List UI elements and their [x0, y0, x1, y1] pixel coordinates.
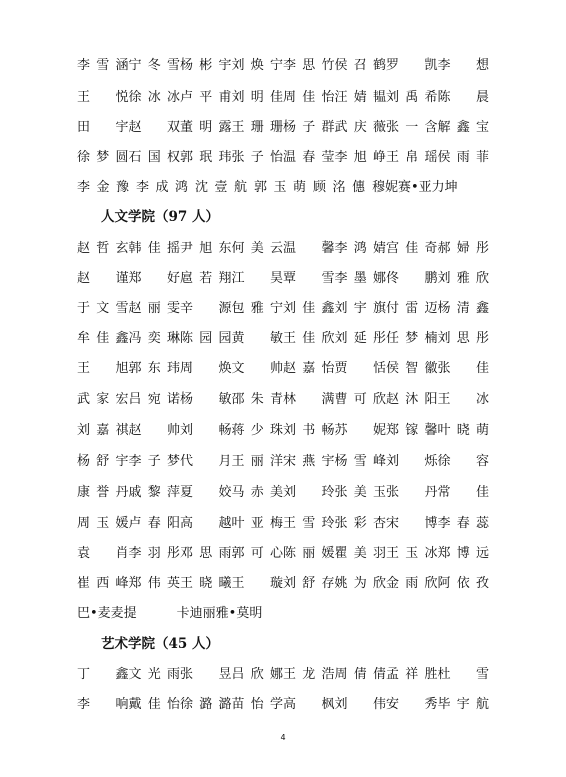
student-name: 温春莹	[283, 150, 335, 165]
student-name: 文 帅	[231, 361, 283, 376]
student-name: 孟祥胜	[386, 667, 438, 682]
student-name: 解鑫宝	[437, 120, 489, 135]
student-name: 郑 好	[128, 271, 180, 286]
name-row	[77, 694, 489, 716]
student-name: 崔西峰	[77, 576, 129, 591]
student-name: 王珊珊	[231, 120, 283, 135]
name-row	[77, 358, 489, 380]
student-name: 武家宏	[77, 392, 129, 407]
name-row	[77, 238, 489, 260]
student-name: 刘明佳	[231, 90, 283, 105]
student-name: 尹旭东	[180, 241, 232, 256]
student-name: 杨雪峰	[334, 454, 386, 469]
student-name: 韩佳摇	[128, 241, 180, 256]
student-name: 刘焕宁	[231, 58, 283, 73]
student-name: 李春蕊	[437, 516, 489, 531]
student-name: 赵哲玄	[77, 241, 129, 256]
student-name: 刘雅欣	[437, 271, 489, 286]
name-row	[77, 603, 489, 625]
student-name: 阿依孜	[437, 576, 489, 591]
student-name: 卡迪丽雅•莫明	[176, 606, 263, 621]
student-name: 王 璇	[231, 576, 283, 591]
student-name: 刘佳鑫	[283, 301, 335, 316]
student-name: 曹可欣	[334, 392, 386, 407]
student-name: 李鸿婧	[334, 241, 386, 256]
student-name: 罗 凯	[386, 58, 438, 73]
student-name: 黄 敏	[231, 331, 283, 346]
name-row	[77, 573, 489, 595]
student-name: 赵 双	[128, 120, 180, 135]
student-name: 周 焕	[180, 361, 232, 376]
student-name: 王晓曦	[180, 576, 232, 591]
student-name: 杨 敏	[180, 392, 232, 407]
name-row	[77, 451, 489, 473]
name-row	[77, 177, 489, 199]
student-name: 叶晓萌	[437, 423, 489, 438]
name-row	[77, 147, 489, 169]
student-name: 田 宇	[77, 120, 129, 135]
student-name: 刘 烁	[386, 454, 438, 469]
name-row	[77, 664, 489, 686]
student-name: 王帛瑶	[386, 150, 438, 165]
student-name: 李羽彤	[128, 546, 180, 561]
student-name: 包雅宁	[231, 301, 283, 316]
student-name: 康誉丹	[77, 485, 129, 500]
student-name: 张 佳	[437, 361, 489, 376]
student-name: 刘宇旗	[334, 301, 386, 316]
student-name: 李思竹	[283, 58, 335, 73]
student-name: 张 丹	[386, 485, 438, 500]
student-name: 周佳怡	[283, 90, 335, 105]
student-name: 周玉媛	[77, 516, 129, 531]
student-name: 王 旭	[77, 361, 129, 376]
student-name: 李墨娜	[334, 271, 386, 286]
student-name: 安 秀	[386, 697, 438, 712]
student-name: 李金豫	[77, 180, 129, 195]
student-name: 石国权	[128, 150, 180, 165]
student-name: 王丽洋	[231, 454, 283, 469]
student-name: 温 馨	[283, 241, 335, 256]
student-name: 徐潞潞	[180, 697, 232, 712]
student-name: 徐梦圆	[77, 150, 129, 165]
student-name: 刘 伟	[334, 697, 386, 712]
student-name: 覃 雪	[283, 271, 335, 286]
student-name: 刘书畅	[283, 423, 335, 438]
name-row	[77, 298, 489, 320]
student-name: 杨彬宇	[180, 58, 232, 73]
student-name: 李 响	[77, 697, 129, 712]
student-name: 任梦楠	[386, 331, 438, 346]
name-row	[77, 482, 489, 504]
student-name: 张美玉	[334, 485, 386, 500]
student-name: 赵丽雯	[128, 301, 180, 316]
student-name: 宋 博	[386, 516, 438, 531]
student-name: 郝婦彤	[437, 241, 489, 256]
student-name: 高 越	[180, 516, 232, 531]
student-name: 侯雨菲	[437, 150, 489, 165]
student-name: 王龙浩	[283, 667, 335, 682]
student-name: 杜 雪	[437, 667, 489, 682]
student-name: 毕宇航	[437, 697, 489, 712]
student-name: 郑镓馨	[386, 423, 438, 438]
student-name: 何美云	[231, 241, 283, 256]
student-name: 邓思雨	[180, 546, 232, 561]
student-name: 丁 鑫	[77, 667, 129, 682]
student-name: 苗怡学	[231, 697, 283, 712]
student-name: 郭可心	[231, 546, 283, 561]
student-name: 马赤美	[231, 485, 283, 500]
student-name: 扈若翔	[180, 271, 232, 286]
student-name: 张彩杏	[334, 516, 386, 531]
student-name: 林 满	[283, 392, 335, 407]
student-name: 郭玉萌	[254, 180, 306, 195]
student-name: 徐冰冰	[128, 90, 180, 105]
student-name: 苏 妮	[334, 423, 386, 438]
student-name: 杨清鑫	[437, 301, 489, 316]
student-name: 刘嘉祺	[77, 423, 129, 438]
name-row	[77, 513, 489, 535]
student-name: 周倩倩	[334, 667, 386, 682]
student-name: 郭珉玮	[180, 150, 232, 165]
student-name: 戚黎萍	[128, 485, 180, 500]
name-row	[77, 117, 489, 139]
student-name: 穆妮赛•亚力坤	[372, 180, 458, 195]
student-name: 宋燕宇	[283, 454, 335, 469]
student-name: 巴•麦麦提	[77, 606, 137, 621]
student-name: 佟 鹏	[386, 271, 438, 286]
student-name: 邵朱青	[231, 392, 283, 407]
student-name: 杨舒宇	[77, 454, 129, 469]
student-name: 王 冰	[437, 392, 489, 407]
name-row	[77, 420, 489, 442]
student-name: 高 枫	[283, 697, 335, 712]
student-name: 刘禹希	[386, 90, 438, 105]
student-name: 汪婧韫	[334, 90, 386, 105]
student-name: 刘 畅	[180, 423, 232, 438]
student-name: 吕欣娜	[231, 667, 283, 682]
student-name: 张子怡	[231, 150, 283, 165]
student-name: 顾洺僡	[313, 180, 365, 195]
student-name: 刘舒存	[283, 576, 335, 591]
student-name: 卢春阳	[128, 516, 180, 531]
student-name: 辛 源	[180, 301, 232, 316]
page-number: 4	[280, 733, 286, 742]
student-name: 王 悦	[77, 90, 129, 105]
name-row	[77, 543, 489, 565]
name-row	[77, 55, 489, 77]
name-row	[77, 389, 489, 411]
student-name: 姚为欣	[334, 576, 386, 591]
student-name: 李成鸿	[136, 180, 188, 195]
student-name: 冯奕琳	[128, 331, 180, 346]
student-name: 代 月	[180, 454, 232, 469]
name-row	[77, 87, 489, 109]
student-name: 夏 姣	[180, 485, 232, 500]
student-name: 王玉冰	[386, 546, 438, 561]
student-name: 董明露	[180, 120, 232, 135]
student-name: 侯智徽	[386, 361, 438, 376]
student-name: 吕宛诺	[128, 392, 180, 407]
student-name: 宫佳奇	[386, 241, 438, 256]
student-name: 徐 容	[437, 454, 489, 469]
student-name: 戴佳怡	[128, 697, 180, 712]
student-name: 袁 肖	[77, 546, 129, 561]
student-name: 沈壹航	[195, 180, 247, 195]
student-name: 贾 恬	[334, 361, 386, 376]
student-name: 江 昊	[231, 271, 283, 286]
student-name: 张 昱	[180, 667, 232, 682]
student-name: 刘思彤	[437, 331, 489, 346]
name-row	[77, 268, 489, 290]
student-name: 赵 帅	[128, 423, 180, 438]
student-name: 李旭峥	[334, 150, 386, 165]
student-name: 常 佳	[437, 485, 489, 500]
student-name: 侯召鹤	[334, 58, 386, 73]
section-title-arts: 艺术学院（45 人）	[101, 636, 219, 652]
student-name: 李雪涵	[77, 58, 129, 73]
student-name: 付雷迈	[386, 301, 438, 316]
student-name: 于文雪	[77, 301, 129, 316]
student-name: 李子梦	[128, 454, 180, 469]
name-row	[77, 328, 489, 350]
student-name: 蒋少珠	[231, 423, 283, 438]
student-name: 郑博远	[437, 546, 489, 561]
student-name: 牟佳鑫	[77, 331, 129, 346]
section-title-humanities: 人文学院（97 人）	[101, 209, 219, 225]
student-name: 李 想	[437, 58, 489, 73]
student-name: 刘 玲	[283, 485, 335, 500]
student-name: 陈园园	[180, 331, 232, 346]
student-name: 宁冬雪	[128, 58, 180, 73]
student-name: 叶亚梅	[231, 516, 283, 531]
student-name: 金雨欣	[386, 576, 438, 591]
student-name: 杨子群	[283, 120, 335, 135]
student-name: 刘延彤	[334, 331, 386, 346]
student-name: 陈丽媛	[283, 546, 335, 561]
student-name: 郑伟英	[128, 576, 180, 591]
student-name: 王佳欣	[283, 331, 335, 346]
student-name: 陈 晨	[437, 90, 489, 105]
student-name: 卢平甫	[180, 90, 232, 105]
student-name: 赵沐阳	[386, 392, 438, 407]
student-name: 瞿美羽	[334, 546, 386, 561]
student-name: 张一含	[386, 120, 438, 135]
student-name: 文光雨	[128, 667, 180, 682]
student-name: 赵 谨	[77, 271, 129, 286]
student-name: 郭东玮	[128, 361, 180, 376]
student-name: 赵嘉怡	[283, 361, 335, 376]
student-name: 王雪玲	[283, 516, 335, 531]
student-name: 武庆薇	[334, 120, 386, 135]
